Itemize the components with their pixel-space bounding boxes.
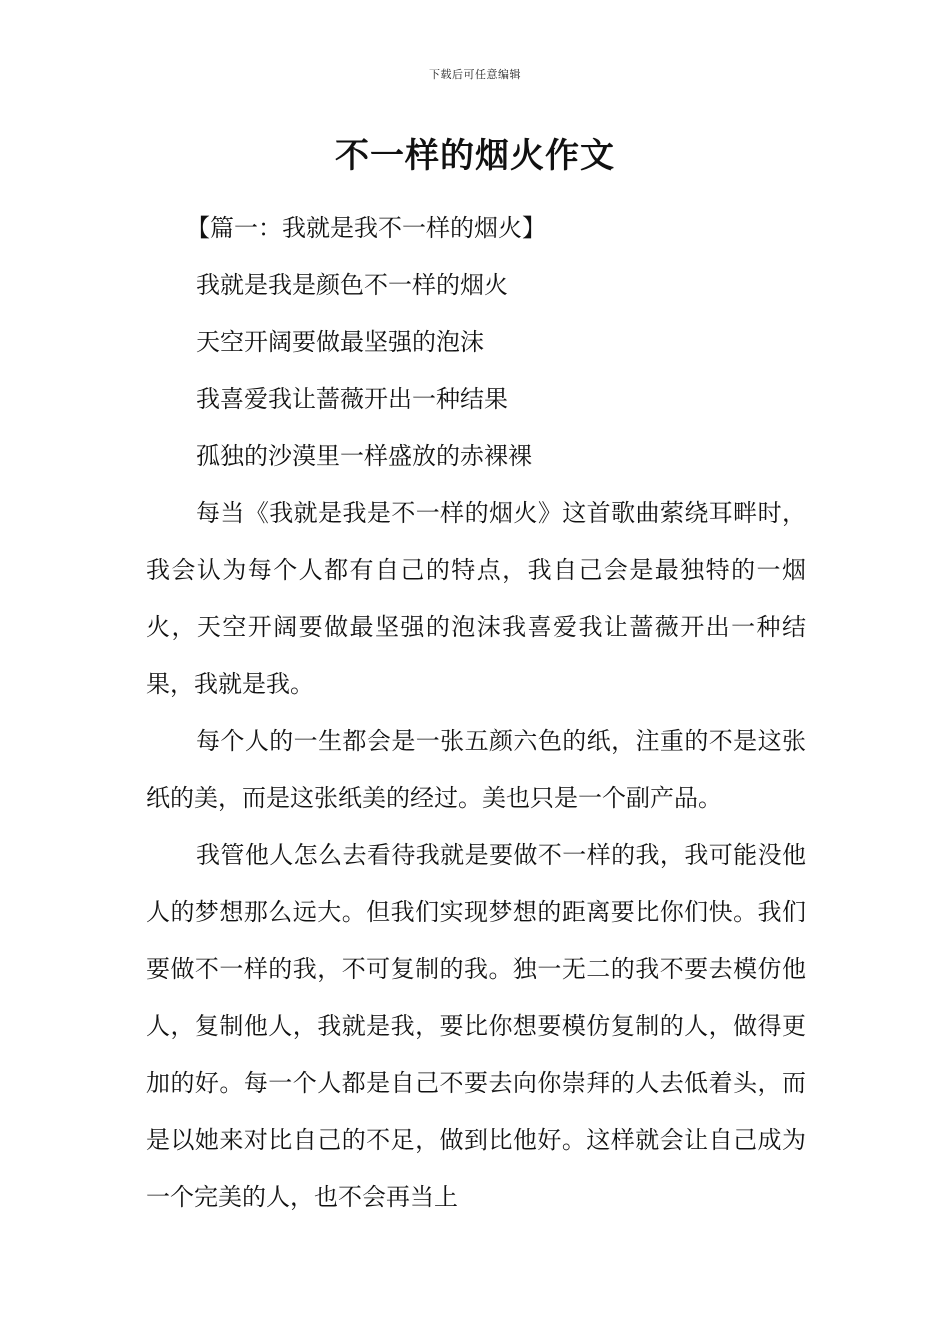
lyric-line: 我就是我是颜色不一样的烟火 xyxy=(196,271,508,299)
lyric-line: 天空开阔要做最坚强的泡沫 xyxy=(196,328,484,356)
header-note: 下载后可任意编辑 xyxy=(429,68,521,81)
document-title: 不一样的烟火作文 xyxy=(335,136,615,176)
lyric-line: 我喜爱我让蔷薇开出一种结果 xyxy=(196,385,508,413)
document-body xyxy=(146,200,806,1226)
paragraph: 每当《我就是我是不一样的烟火》这首歌曲萦绕耳畔时，我会认为每个人都有自己的特点，我自己会是最独特的一烟火，天空开阔要做最坚强的泡沫我喜爱我让蔷薇开出一种结果，我就是我。 xyxy=(146,499,806,698)
paragraph: 每个人的一生都会是一张五颜六色的纸，注重的不是这张纸的美，而是这张纸美的经过。美也只是一个副产品。 xyxy=(146,727,806,812)
paragraph: 我管他人怎么去看待我就是要做不一样的我，我可能没他人的梦想那么远大。但我们实现梦想的距离要比你们快。我们要做不一样的我，不可复制的我。独一无二的我不要去模仿他人，复制他人，我就是我，要比你想要模仿复制的人，做得更加的好。每一个人都是自己不要去向你崇拜的人去低着头，而是以她来对比自己的不足，做到比他好。这样就会让自己成为一个完美的人，也不会再当上 xyxy=(146,841,806,1211)
lyric-line: 孤独的沙漠里一样盛放的赤裸裸 xyxy=(196,442,532,470)
section-heading: 【篇一：我就是我不一样的烟火】 xyxy=(186,214,546,242)
